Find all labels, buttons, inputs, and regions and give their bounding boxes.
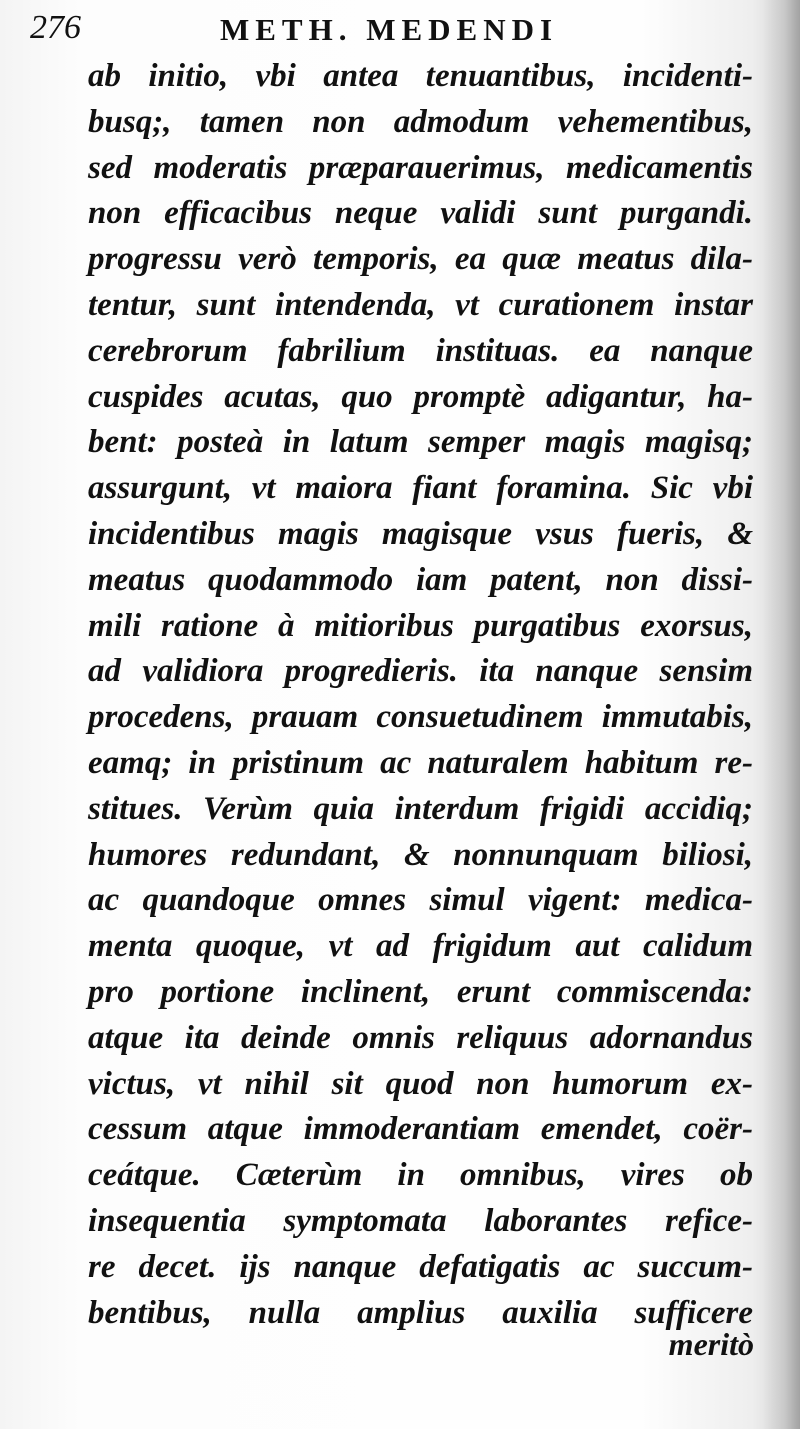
text-line: ac quandoque omnes simul vigent: medica- bbox=[88, 882, 753, 919]
text-line: non efficacibus neque validi sunt purgandi. bbox=[88, 195, 753, 232]
text-line: sed moderatis præparauerimus, medicamentis bbox=[88, 149, 753, 186]
text-line: humores redundant, & nonnunquam biliosi, bbox=[88, 836, 753, 873]
text-line: mili ratione à mitioribus purgatibus exorsus, bbox=[88, 607, 753, 644]
page-number: 276 bbox=[30, 9, 81, 46]
text-line: victus, vt nihil sit quod non humorum ex- bbox=[88, 1065, 753, 1102]
text-line: insequentia symptomata laborantes refice- bbox=[88, 1202, 753, 1239]
text-line: cessum atque immoderantiam emendet, coër- bbox=[88, 1111, 753, 1148]
text-line: menta quoque, vt ad frigidum aut calidum bbox=[88, 928, 753, 965]
text-line: bentibus, nulla amplius auxilia sufficere bbox=[88, 1294, 753, 1331]
text-line: atque ita deinde omnis reliquus adornandus bbox=[88, 1019, 753, 1056]
text-line: ab initio, vbi antea tenuantibus, incidenti- bbox=[88, 58, 753, 94]
text-line: busq;, tamen non admodum vehementibus, bbox=[88, 103, 753, 140]
text-line: ceátque. Cæterùm in omnibus, vires ob bbox=[88, 1157, 753, 1194]
text-line: incidentibus magis magisque vsus fueris, & bbox=[88, 515, 753, 552]
text-line: procedens, prauam consuetudinem immutabis, bbox=[88, 699, 753, 736]
page-edge-shadow bbox=[762, 0, 800, 1429]
text-line: pro portione inclinent, erunt commiscenda: bbox=[88, 973, 753, 1010]
text-line: progressu verò temporis, ea quæ meatus dila- bbox=[88, 241, 753, 278]
text-line: bent: posteà in latum semper magis magisq; bbox=[88, 424, 753, 461]
running-head: METH. MEDENDI bbox=[220, 12, 559, 47]
catchword: meritò bbox=[668, 1326, 754, 1362]
text-line: ad validiora progredieris. ita nanque sensim bbox=[88, 653, 753, 690]
text-line: re decet. ijs nanque defatigatis ac succum- bbox=[88, 1248, 753, 1285]
text-line: tentur, sunt intendenda, vt curationem instar bbox=[88, 286, 753, 323]
text-line: eamq; in pristinum ac naturalem habitum re- bbox=[88, 744, 753, 781]
text-line: assurgunt, vt maiora fiant foramina. Sic vbi bbox=[88, 470, 753, 507]
body-text bbox=[88, 54, 753, 1336]
text-line: cerebrorum fabrilium instituas. ea nanque bbox=[88, 332, 753, 369]
text-line: stitues. Verùm quia interdum frigidi accidiq; bbox=[88, 790, 753, 827]
text-line: meatus quodammodo iam patent, non dissi- bbox=[88, 561, 753, 598]
page-header bbox=[30, 8, 730, 52]
text-line: cuspides acutas, quo promptè adigantur, ha- bbox=[88, 378, 753, 415]
